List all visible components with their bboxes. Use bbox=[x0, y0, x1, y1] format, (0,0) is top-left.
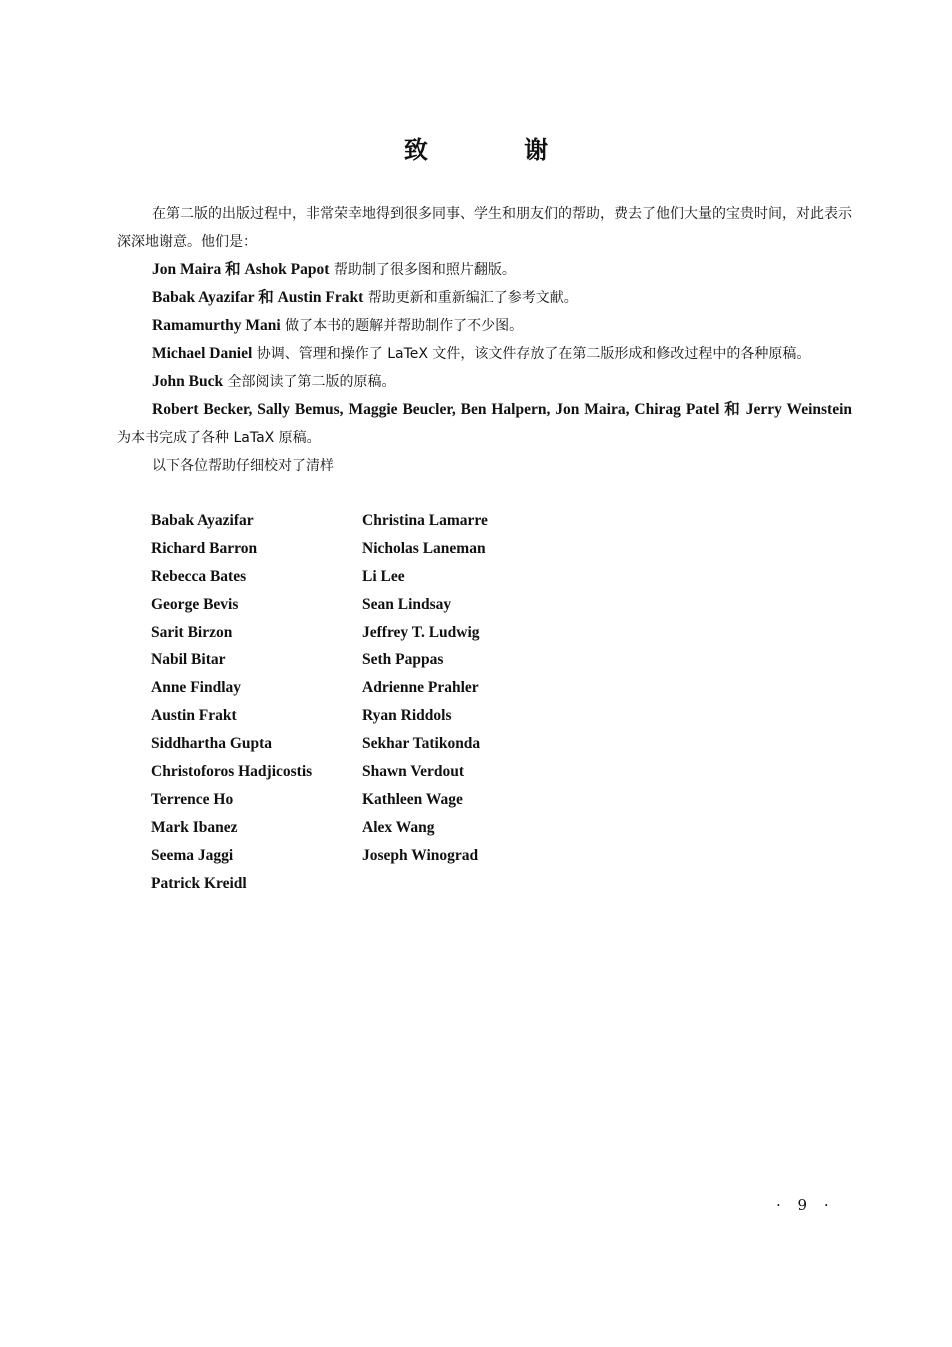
proofreader-name: Joseph Winograd bbox=[362, 846, 479, 864]
paragraph-names: Ramamurthy Mani bbox=[152, 317, 281, 334]
proofreader-name: George Bevis bbox=[151, 595, 239, 613]
proofreader-name: Anne Findlay bbox=[151, 679, 242, 697]
acknowledgement-paragraph bbox=[117, 396, 852, 452]
proofreader-name: Nicholas Laneman bbox=[362, 539, 486, 557]
proofreader-name: Sarit Birzon bbox=[151, 623, 233, 641]
proofreader-name bbox=[362, 870, 582, 898]
acknowledgement-paragraph bbox=[117, 284, 852, 312]
proofreader-name: Terrence Ho bbox=[151, 790, 234, 808]
paragraph-text: 做了本书的题解并帮助制作了不少图。 bbox=[280, 318, 524, 334]
proofreader-name: Sekhar Tatikonda bbox=[362, 735, 481, 753]
proofreader-name: Sean Lindsay bbox=[362, 595, 452, 613]
paragraph-text: 协调、管理和操作了 LaTeX 文件，该文件存放了在第二版形成和修改过程中的各种原稿。 bbox=[252, 346, 811, 362]
proofreader-name: Jeffrey T. Ludwig bbox=[362, 623, 480, 641]
proofreader-name: Babak Ayazifar bbox=[151, 512, 254, 529]
paragraph-text: 全部阅读了第二版的原稿。 bbox=[223, 374, 396, 390]
proofreaders-list bbox=[151, 507, 582, 897]
acknowledgement-paragraph bbox=[117, 312, 852, 340]
paragraph-text: 以下各位帮助仔细校对了清样 bbox=[152, 458, 334, 474]
proofreader-name: Kathleen Wage bbox=[362, 790, 463, 808]
paragraph-names: John Buck bbox=[152, 373, 224, 390]
paragraph-names: Babak Ayazifar 和 Austin Frakt bbox=[152, 289, 364, 306]
proofreader-name: Richard Barron bbox=[151, 539, 258, 557]
paragraph-names: Michael Daniel bbox=[152, 345, 253, 362]
proofreader-name: Siddhartha Gupta bbox=[151, 735, 273, 753]
proofreader-name: Shawn Verdout bbox=[362, 763, 465, 781]
proofreader-name: Seema Jaggi bbox=[151, 846, 234, 864]
proofreader-name: Li Lee bbox=[362, 567, 405, 585]
acknowledgement-body bbox=[117, 200, 852, 480]
page-title: 致 谢 bbox=[403, 136, 593, 164]
paragraph-names: Robert Becker, Sally Bemus, Maggie Beucler, Ben Halpern, Jon Maira, Chirag Patel 和 Jerry Weinstein bbox=[152, 401, 852, 418]
proofreader-name: Alex Wang bbox=[362, 818, 435, 836]
page-number: · 9 · bbox=[776, 1196, 835, 1214]
intro-paragraph bbox=[117, 200, 852, 256]
proofreader-name: Nabil Bitar bbox=[151, 651, 226, 669]
proofreader-name: Christoforos Hadjicostis bbox=[151, 763, 313, 781]
proofreader-name: Seth Pappas bbox=[362, 651, 444, 669]
paragraph-text: 帮助更新和重新编汇了参考文献。 bbox=[363, 290, 578, 306]
proofreader-name: Ryan Riddols bbox=[362, 707, 452, 725]
proofreader-name: Rebecca Bates bbox=[151, 567, 247, 585]
paragraph-names: Jon Maira 和 Ashok Papot bbox=[152, 261, 330, 278]
acknowledgement-paragraph bbox=[117, 256, 852, 284]
paragraph-text: 为本书完成了各种 LaTaX 原稿。 bbox=[117, 430, 321, 446]
proofreader-name: Christina Lamarre bbox=[362, 512, 488, 529]
acknowledgement-paragraph bbox=[117, 368, 852, 396]
proofreader-name: Austin Frakt bbox=[151, 707, 237, 725]
proofreaders-intro bbox=[117, 452, 852, 480]
acknowledgement-paragraph bbox=[117, 340, 852, 368]
proofreader-name: Patrick Kreidl bbox=[151, 874, 247, 892]
paragraph-text: 帮助制了很多图和照片翻版。 bbox=[329, 262, 516, 278]
paragraph-text: 在第二版的出版过程中，非常荣幸地得到很多同事、学生和朋友们的帮助，费去了他们大量的宝贵时间，对此表示深深地谢意。他们是： bbox=[117, 206, 852, 250]
proofreader-name: Adrienne Prahler bbox=[362, 679, 479, 697]
proofreader-name: Mark Ibanez bbox=[151, 818, 238, 836]
